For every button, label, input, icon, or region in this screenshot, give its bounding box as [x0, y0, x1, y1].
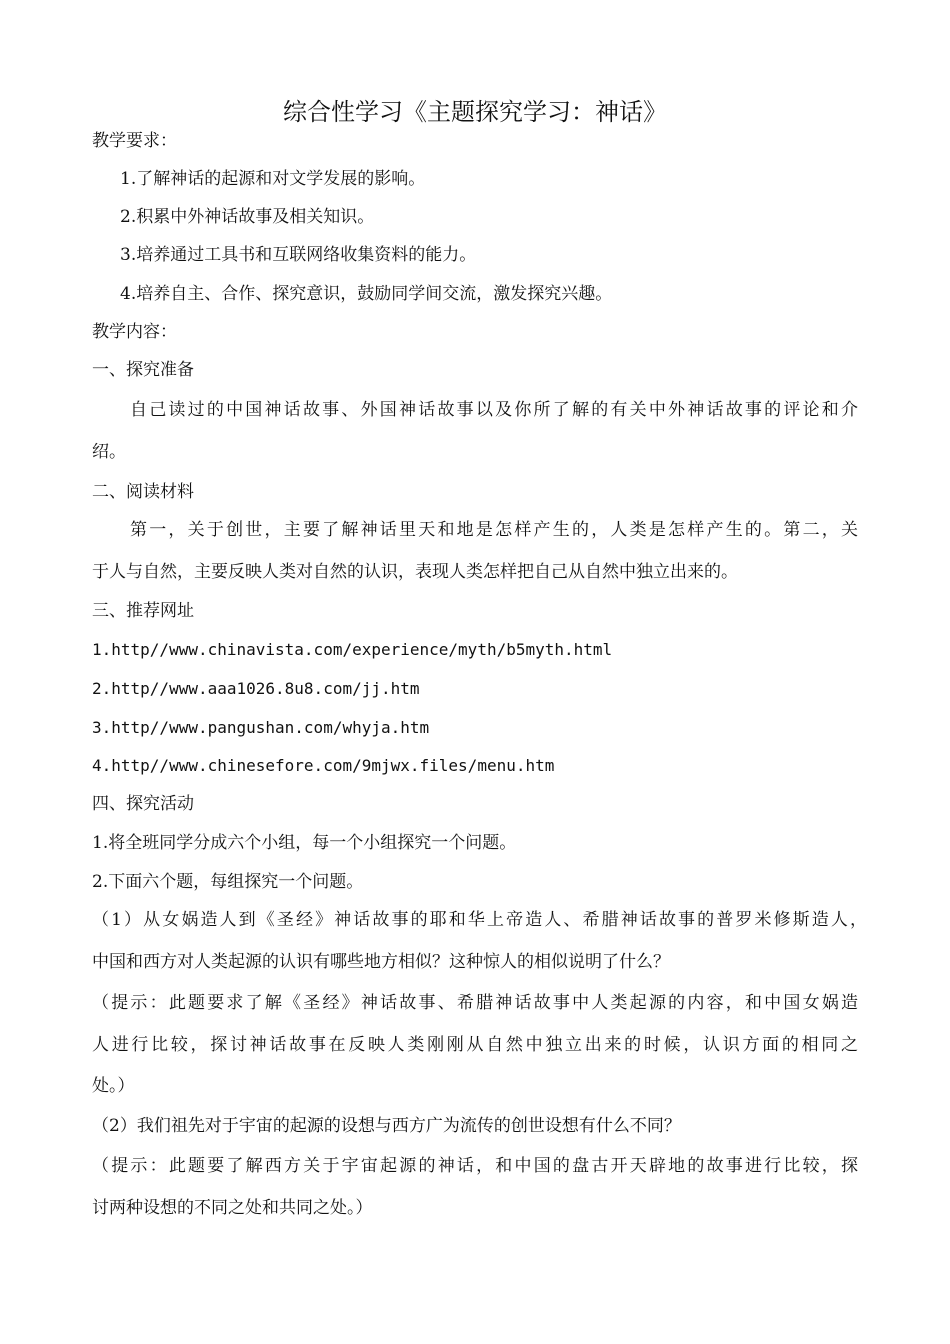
- section-1-paragraph-line-1: 自己读过的中国神话故事、外国神话故事以及你所了解的有关中外神话故事的评论和介: [130, 400, 858, 420]
- hint-2-line-1: （提示：此题要了解西方关于宇宙起源的神话，和中国的盘古开天辟地的故事进行比较，探: [92, 1156, 858, 1176]
- url-item-1: 1.http//www.chinavista.com/experience/myth/b5myth.html: [92, 640, 613, 659]
- activity-step-1: 1.将全班同学分成六个小组，每一个小组探究一个问题。: [92, 833, 517, 853]
- content-heading: 教学内容：: [92, 322, 177, 342]
- document-title: 综合性学习《主题探究学习：神话》: [283, 98, 667, 126]
- requirements-heading: 教学要求：: [92, 131, 177, 151]
- hint-1-line-3: 处。）: [92, 1076, 135, 1096]
- section-1-heading: 一、探究准备: [92, 360, 194, 380]
- section-3-heading: 三、推荐网址: [92, 601, 194, 621]
- section-1-paragraph-line-2: 绍。: [92, 442, 126, 462]
- hint-1-line-2: 人进行比较，探讨神话故事在反映人类刚刚从自然中独立出来的时候，认识方面的相同之: [92, 1035, 858, 1055]
- requirement-item-2: 2.积累中外神话故事及相关知识。: [120, 207, 375, 227]
- requirement-item-3: 3.培养通过工具书和互联网络收集资料的能力。: [120, 245, 477, 265]
- hint-1-line-1: （提示：此题要求了解《圣经》神话故事、希腊神话故事中人类起源的内容，和中国女娲造: [92, 993, 858, 1013]
- activity-step-2: 2.下面六个题，每组探究一个问题。: [92, 872, 364, 892]
- url-item-2: 2.http//www.aaa1026.8u8.com/jj.htm: [92, 679, 420, 698]
- requirement-item-4: 4.培养自主、合作、探究意识，鼓励同学间交流，激发探究兴趣。: [120, 284, 613, 304]
- question-1-line-1: （1）从女娲造人到《圣经》神话故事的耶和华上帝造人、希腊神话故事的普罗米修斯造人，: [92, 910, 867, 930]
- requirement-item-1: 1.了解神话的起源和对文学发展的影响。: [120, 169, 426, 189]
- question-2-line-1: （2）我们祖先对于宇宙的起源的设想与西方广为流传的创世设想有什么不同？: [92, 1116, 681, 1136]
- hint-2-line-2: 讨两种设想的不同之处和共同之处。）: [92, 1198, 373, 1218]
- section-4-heading: 四、探究活动: [92, 794, 194, 814]
- section-2-heading: 二、阅读材料: [92, 482, 194, 502]
- url-item-4: 4.http//www.chinesefore.com/9mjwx.files/menu.htm: [92, 756, 555, 775]
- url-item-3: 3.http//www.pangushan.com/whyja.htm: [92, 718, 430, 737]
- question-1-line-2: 中国和西方对人类起源的认识有哪些地方相似？这种惊人的相似说明了什么？: [92, 952, 670, 972]
- section-2-paragraph-line-1: 第一，关于创世，主要了解神话里天和地是怎样产生的，人类是怎样产生的。第二，关: [130, 520, 858, 540]
- section-2-paragraph-line-2: 于人与自然，主要反映人类对自然的认识，表现人类怎样把自己从自然中独立出来的。: [92, 562, 738, 582]
